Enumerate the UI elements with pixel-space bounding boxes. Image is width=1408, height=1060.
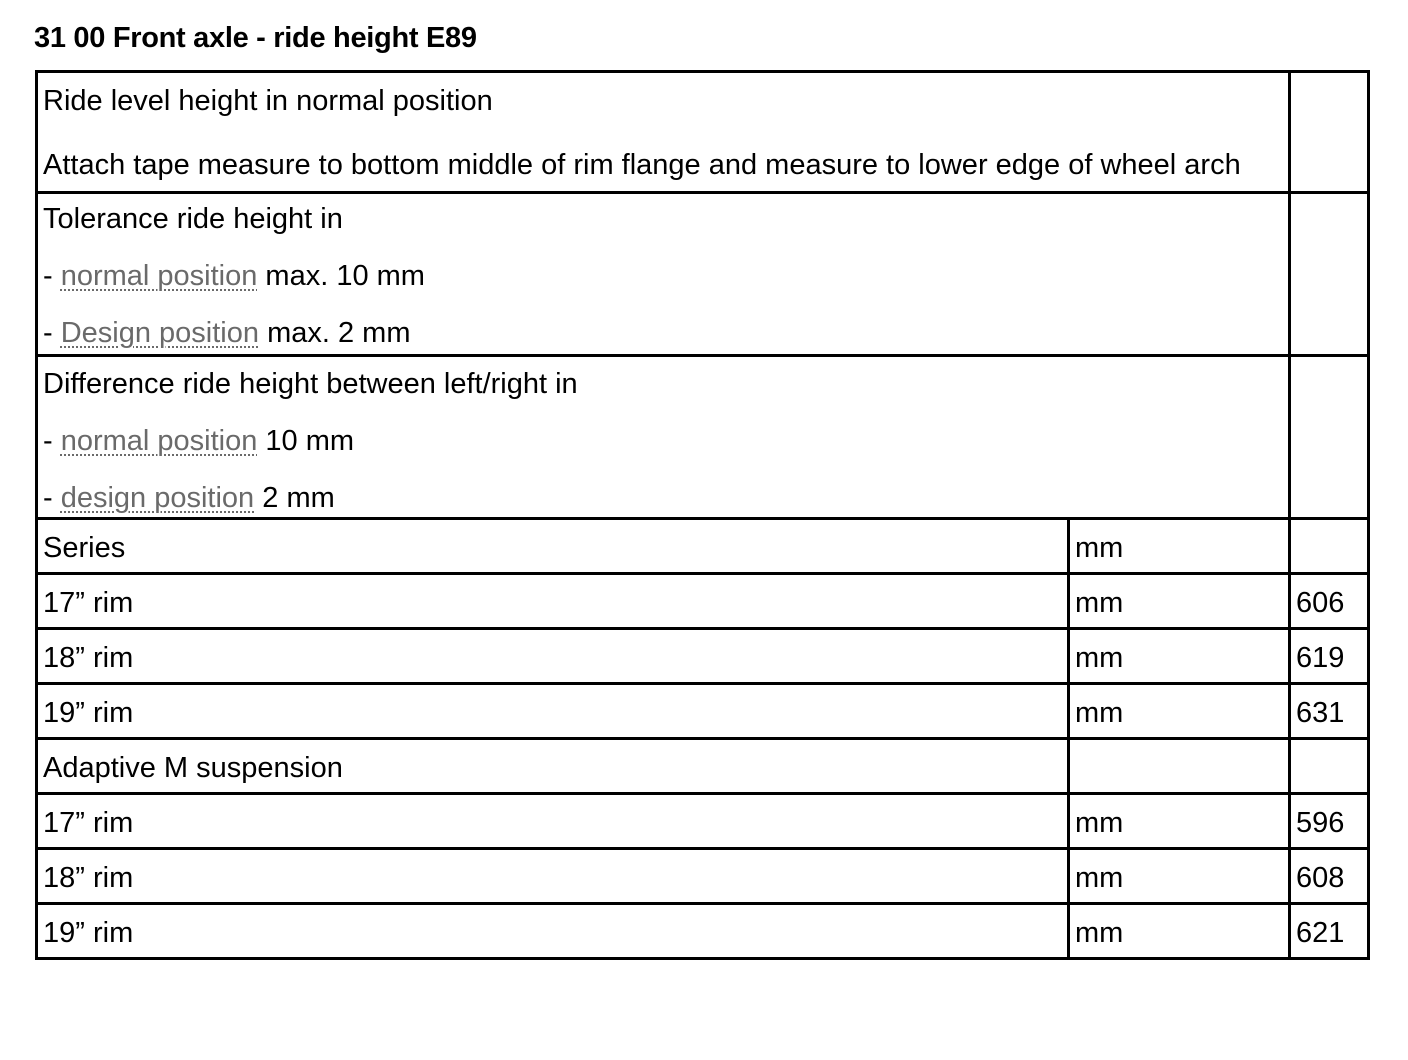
row-unit: mm bbox=[1069, 629, 1290, 684]
tolerance-section bbox=[37, 193, 1369, 356]
table-row bbox=[37, 519, 1369, 574]
row-value: 606 bbox=[1290, 574, 1369, 629]
difference-item bbox=[43, 484, 1288, 513]
bullet-prefix: - bbox=[43, 482, 61, 514]
row-label: 18” rim bbox=[37, 629, 1069, 684]
difference-cell bbox=[37, 356, 1290, 519]
row-label: Series bbox=[37, 519, 1069, 574]
row-label: Adaptive M suspension bbox=[37, 739, 1069, 794]
row-value bbox=[1290, 519, 1369, 574]
row-value: 596 bbox=[1290, 794, 1369, 849]
table-row bbox=[37, 629, 1369, 684]
row-label: 17” rim bbox=[37, 574, 1069, 629]
ride-level-instruction: Attach tape measure to bottom middle of rim flange and measure to lower edge of wheel arch bbox=[43, 149, 1241, 181]
tolerance-cell bbox=[37, 193, 1290, 356]
table-row bbox=[37, 684, 1369, 739]
table-row bbox=[37, 904, 1369, 959]
row-unit: mm bbox=[1069, 794, 1290, 849]
difference-item bbox=[43, 427, 1288, 456]
ride-height-table bbox=[35, 70, 1370, 960]
row-value: 608 bbox=[1290, 849, 1369, 904]
empty-cell bbox=[1290, 72, 1369, 193]
tolerance-value: max. 10 mm bbox=[257, 260, 425, 292]
ride-level-cell bbox=[37, 72, 1290, 193]
design-position-link[interactable]: Design position bbox=[60, 317, 260, 349]
row-unit: mm bbox=[1069, 904, 1290, 959]
bullet-prefix: - bbox=[43, 317, 61, 349]
row-label: 19” rim bbox=[37, 684, 1069, 739]
row-value: 619 bbox=[1290, 629, 1369, 684]
empty-cell bbox=[1290, 193, 1369, 356]
table-row bbox=[37, 849, 1369, 904]
tolerance-heading: Tolerance ride height in bbox=[43, 203, 343, 235]
row-value bbox=[1290, 739, 1369, 794]
normal-position-link[interactable]: normal position bbox=[60, 425, 258, 457]
tolerance-item bbox=[43, 262, 1288, 291]
tolerance-item bbox=[43, 319, 1288, 348]
row-label: 17” rim bbox=[37, 794, 1069, 849]
ride-level-section bbox=[37, 72, 1369, 193]
row-label: 19” rim bbox=[37, 904, 1069, 959]
table-row bbox=[37, 794, 1369, 849]
bullet-prefix: - bbox=[43, 425, 61, 457]
row-unit bbox=[1069, 739, 1290, 794]
difference-value: 10 mm bbox=[257, 425, 355, 457]
table-row bbox=[37, 574, 1369, 629]
row-label: 18” rim bbox=[37, 849, 1069, 904]
table-row bbox=[37, 739, 1369, 794]
row-unit: mm bbox=[1069, 519, 1290, 574]
row-unit: mm bbox=[1069, 574, 1290, 629]
normal-position-link[interactable]: normal position bbox=[60, 260, 258, 292]
row-unit: mm bbox=[1069, 684, 1290, 739]
bullet-prefix: - bbox=[43, 260, 61, 292]
difference-value: 2 mm bbox=[254, 482, 335, 514]
difference-heading: Difference ride height between left/right in bbox=[43, 368, 578, 400]
row-value: 621 bbox=[1290, 904, 1369, 959]
empty-cell bbox=[1290, 356, 1369, 519]
ride-level-heading: Ride level height in normal position bbox=[43, 85, 493, 117]
page-title: 31 00 Front axle - ride height E89 bbox=[34, 22, 477, 54]
row-value: 631 bbox=[1290, 684, 1369, 739]
row-unit: mm bbox=[1069, 849, 1290, 904]
tolerance-value: max. 2 mm bbox=[259, 317, 411, 349]
difference-section bbox=[37, 356, 1369, 519]
design-position-link[interactable]: design position bbox=[60, 482, 255, 514]
